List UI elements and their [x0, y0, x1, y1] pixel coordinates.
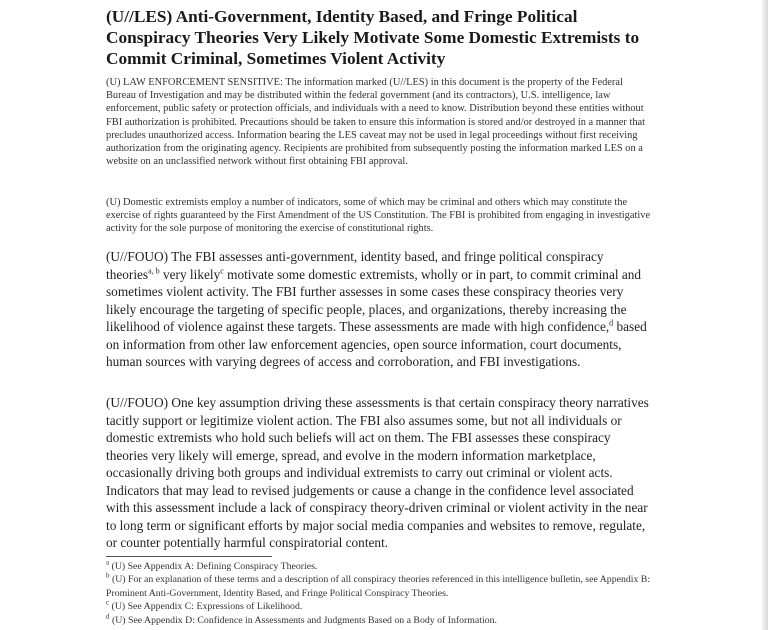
assessment-text-2: very likely [159, 266, 221, 282]
footnote-item [106, 600, 666, 613]
assessment-text-4: based on information from other law enforcement agencies, open source information, court documents, human sources with varying degrees of access and corroboration, and FBI investigations. [106, 319, 647, 369]
footnote-marker: d [106, 612, 110, 621]
footnote-ref-ab: a, b [148, 266, 160, 276]
footnote-item [106, 614, 666, 627]
footnote-item [106, 560, 666, 573]
footnote-divider [106, 556, 272, 557]
footnote-ref-d: d [609, 318, 614, 328]
footnotes-list [106, 560, 666, 627]
footnote-marker: a [106, 558, 110, 567]
footnote-text: (U) For an explanation of these terms and a description of all conspiracy theories referenced in this intelligence bulletin, see Appendix B: Prominent Anti-Government, Identity Based, and Fringe Political Conspiracy Theories. [106, 574, 651, 599]
document-title: (U//LES) Anti-Government, Identity Based, and Fringe Political Conspiracy Theories Very Likely Motivate Some Domestic Extremists to Commit Criminal, Sometimes Violent Activity [106, 7, 640, 68]
footnote-text: (U) See Appendix D: Confidence in Assessments and Judgments Based on a Body of Information. [109, 614, 497, 626]
assessment-paragraph [106, 248, 654, 371]
les-handling-notice: (U) LAW ENFORCEMENT SENSITIVE: The information marked (U//LES) in this document is the property of the Federal Bureau of Investigation and may be distributed within the federal government (and its contractors), U.S. intelligence, law enforcement, public safety or protection officials, and individuals with a need to know. Distribution beyond these entities without FBI authorization is prohibited. Precautions should be taken to ensure this information is stored and/or destroyed in a manner that precludes unauthorized access. Information bearing the LES caveat may not be used in legal proceedings without first receiving authorization from the originating agency. Recipients are prohibited from subsequently posting the information marked LES on a website on an unclassified network without first obtaining FBI approval. [106, 77, 646, 168]
first-amendment-notice: (U) Domestic extremists employ a number of indicators, some of which may be criminal and others which may constitute the exercise of rights guaranteed by the First Amendment of the US Constitution. The FBI is prohibited from engaging in investigative activity for the sole purpose of monitoring the exercise of constitutional rights. [106, 197, 651, 235]
footnote-text: (U) See Appendix C: Expressions of Likelihood. [109, 601, 303, 613]
assessment-text-3: motivate some domestic extremists, wholly or in part, to commit criminal and sometimes violent activity. The FBI further assesses in some cases these conspiracy theories very likely encourage the targeting of specific people, places, and organizations, thereby increasing the likelihood of violence against these targets. These assessments are made with high confidence, [106, 266, 642, 334]
footnote-ref-c: c [220, 266, 224, 276]
footnote-text: (U) See Appendix A: Defining Conspiracy Theories. [109, 561, 318, 572]
footnote-marker: b [106, 572, 110, 581]
footnote-item [106, 573, 666, 600]
key-assumption-paragraph: (U//FOUO) One key assumption driving these assessments is that certain conspiracy theory narratives tacitly support or legitimize violent action. The FBI also assumes some, but not all individuals or domestic extremists who hold such beliefs will act on them. The FBI assesses these conspiracy theories very likely will emerge, spread, and evolve in the modern information marketplace, occasionally driving both groups and individual extremists to carry out criminal or violent acts. Indicators that may lead to revised judgements or cause a change in the confidence level associated with this assessment include a lack of conspiracy theory-driven criminal or violent activity in the near to long term or significant efforts by major social media companies and websites to remove, regulate, or counter potentially harmful conspiratorial content. [106, 395, 649, 550]
scan-edge-shadow [762, 0, 768, 630]
footnote-marker: c [106, 598, 110, 607]
assessment-text-1: (U//FOUO) The FBI assesses anti-government, identity based, and fringe political conspiracy theories [106, 249, 604, 282]
